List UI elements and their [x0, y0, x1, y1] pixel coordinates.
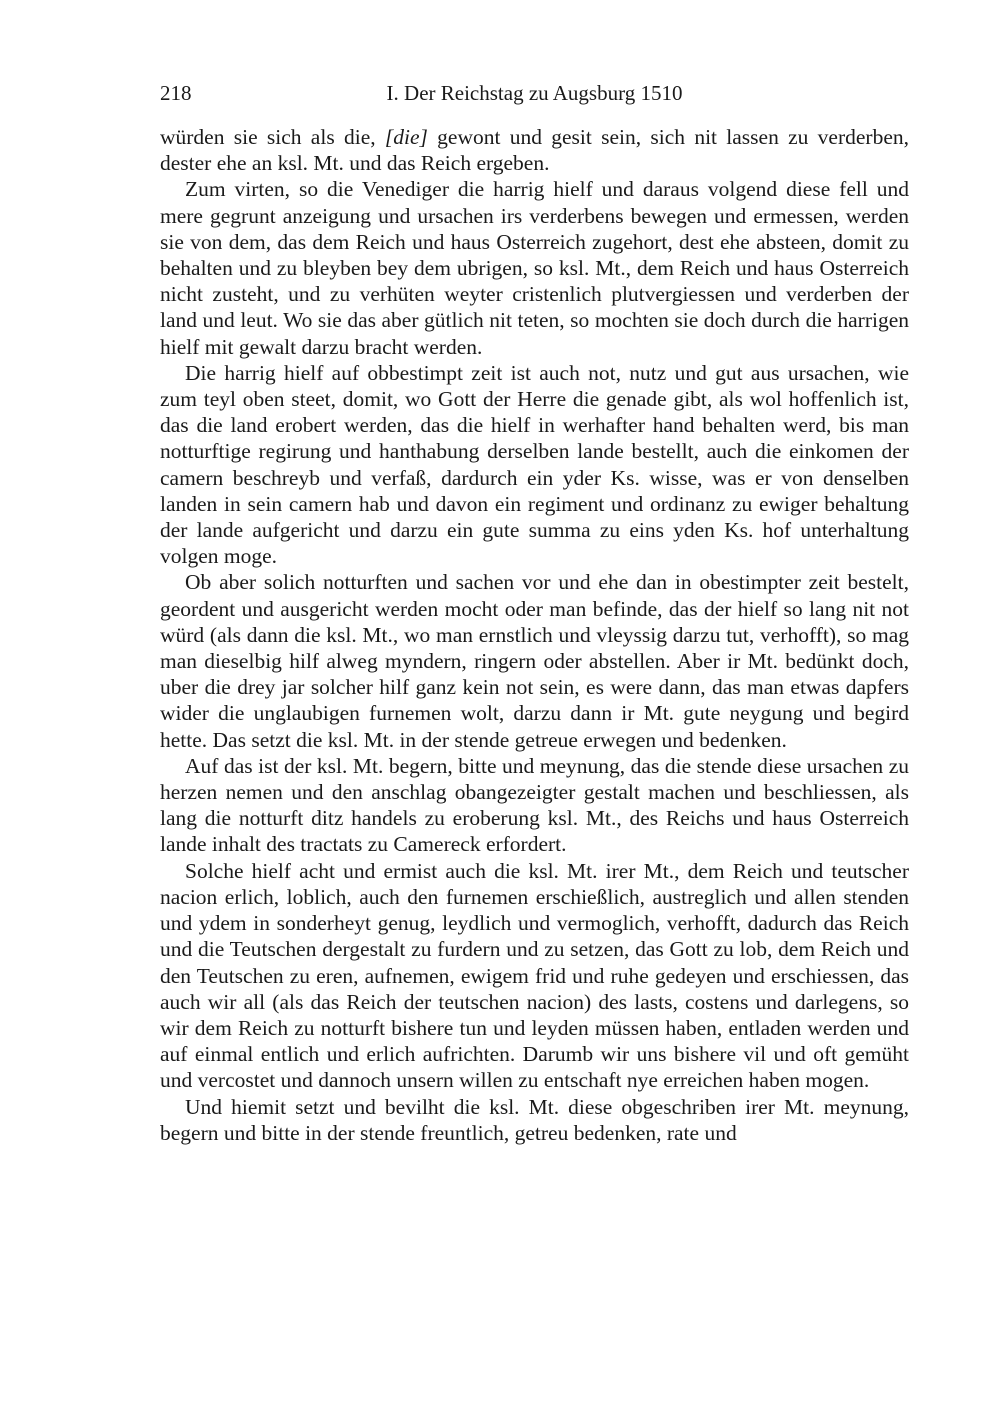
paragraph-1-rest: gewont und gesit sein, sich nit lassen zu verderben, dester ehe an ksl. Mt. und das Reich ergeben. — [160, 125, 909, 176]
editorial-emendation: [die] — [384, 125, 428, 149]
running-title: I. Der Reichstag zu Augsburg 1510 — [386, 81, 683, 105]
paragraph-1-start: würden sie sich als die, — [160, 125, 385, 149]
paragraph-5: Auf das ist der ksl. Mt. begern, bitte und meynung, das die stende diese ursachen zu herzen nemen und den anschlag obangezeigter gestalt machen und beschliessen, als lang die notturft ditz handels zu eroberung ksl. Mt., des Reichs und haus Osterreich lande inhalt des tractats zu Camereck erfordert. — [160, 753, 909, 857]
paragraph-6: Solche hielf acht und ermist auch die ksl. Mt. irer Mt., dem Reich und teutscher nacion erlich, loblich, auch den furnemen erschießlich, austreglich und allen stenden und ydem in sonderheyt genug, leydlich und vermoglich, verhofft, dadurch das Reich und die Teutschen dergestalt zu furdern und zu setzen, das Gott zu lob, dem Reich und den Teutschen zu eren, aufnemen, ewigem frid und ruhe gedeyen und erschiessen, das auch wir all (als das Reich der teutschen nacion) des lasts, costens und darlegens, so wir dem Reich zu notturft bishere tun und leyden müssen haben, entladen werden und auf einmal entlich und erlich aufrichten. Darumb wir uns bishere vil und oft gemüht und vercostet und dannoch unsern willen zu entschaft nye erreichen haben mogen. — [160, 858, 909, 1093]
paragraph-1 — [160, 124, 909, 176]
paragraph-4: Ob aber solich notturften und sachen vor und ehe dan in obestimpter zeit bestelt, geordent und ausgericht werden mocht oder man befinde, das der hielf so lang nit not würd (als dann die ksl. Mt., wo man ernstlich und vleyssig darzu tut, verhofft), so mag man dieselbig hilf alweg myndern, ringern oder abstellen. Aber ir Mt. bedünkt doch, uber die drey jar solcher hilf ganz kein not sein, es were dann, das man etwas dapfers wider die unglaubigen furnemen wolt, darzu dann ir Mt. gute neygung und begird hette. Das setzt die ksl. Mt. in der stende getreue erwegen und bedenken. — [160, 570, 909, 752]
running-header — [160, 78, 909, 108]
paragraph-2: Zum virten, so die Venediger die harrig hielf und daraus volgend diese fell und mere gegrunt anzeigung und ursachen irs verderbens bewegen und ermessen, werden sie von dem, das dem Reich und haus Osterreich zugehort, dest ehe absteen, domit zu behalten und zu bleyben bey dem ubrigen, so ksl. Mt., dem Reich und haus Osterreich nicht zusteht, und zu verhüten weyter cristenlich plutvergiessen und verderben der land und leut. Wo sie das aber gütlich nit teten, so mochten sie doch durch die harrigen hielf mit gewalt darzu bracht werden. — [160, 177, 909, 359]
main-text — [160, 124, 909, 1146]
paragraph-3: Die harrig hielf auf obbestimpt zeit ist auch not, nutz und gut aus ursachen, wie zum teyl oben steet, domit, wo Gott der Herre die genade gibt, als wol hoffenlich ist, das die land erobert werden, das die hielf in werhafter hand behalten werd, bis man notturftige regirung und hanthabung derselben lande bestellt, auch die einkomen der camern beschreyb und verfaß, dardurch ein yder Ks. wisse, was er von denselben landen in sein camern hab und davon ein regiment und ordinanz zu ewiger behaltung der lande aufgericht und darzu ein gute summa zu eins yden Ks. hof unterhaltung volgen moge. — [160, 360, 909, 569]
page-number: 218 — [160, 81, 192, 105]
paragraph-7: Und hiemit setzt und bevilht die ksl. Mt. diese obgeschriben irer Mt. meynung, begern und bitte in der stende freuntlich, getreu bedenken, rate und — [160, 1094, 909, 1145]
